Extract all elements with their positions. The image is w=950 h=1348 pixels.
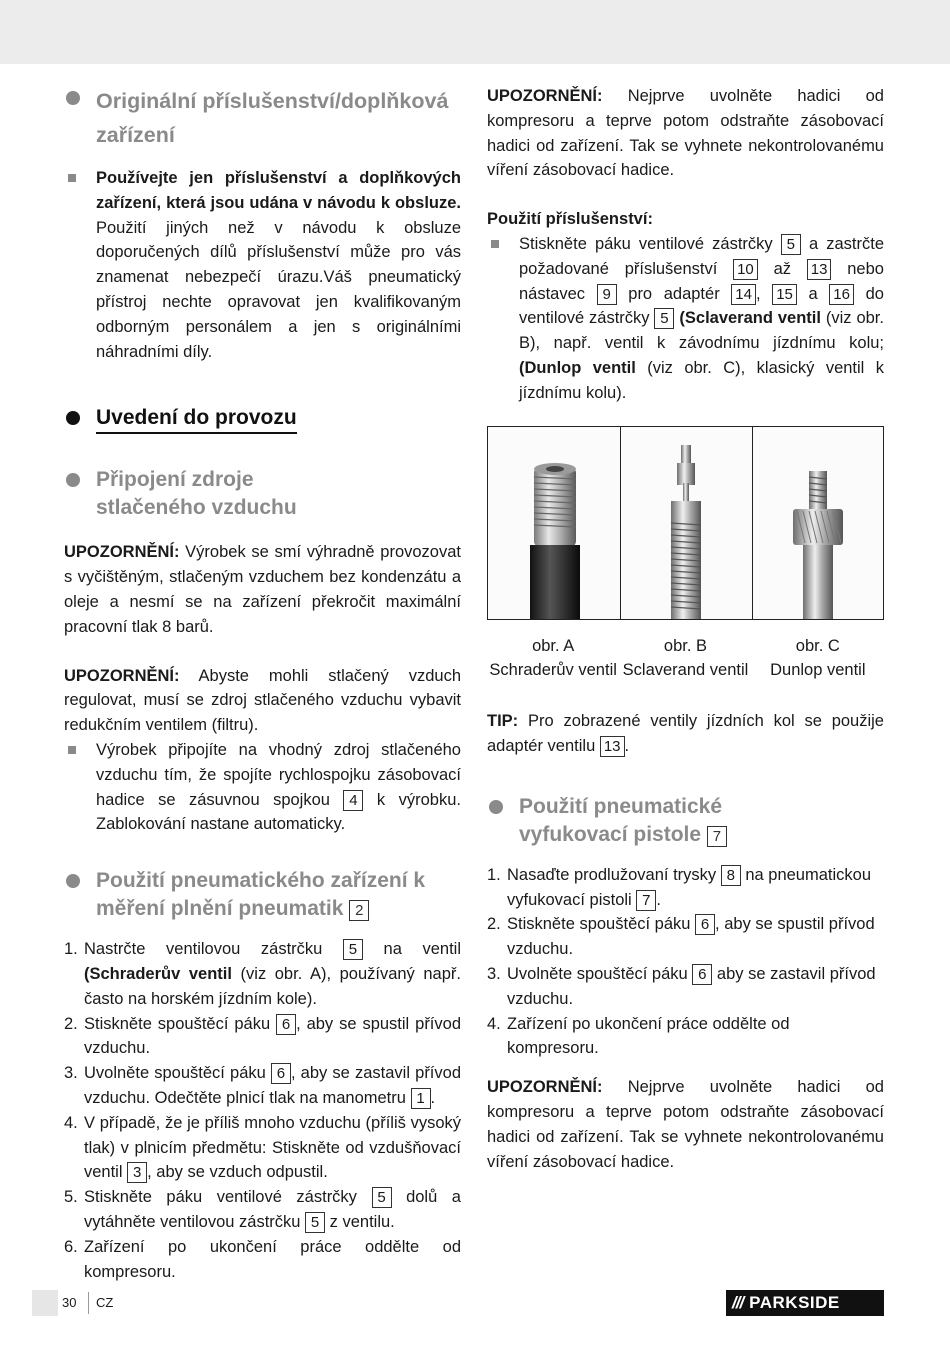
part-ref: 6 (695, 914, 715, 935)
connect-list (64, 738, 461, 837)
step-number: 2. (64, 1014, 78, 1033)
heading-startup-text: Uvedení do provozu (96, 406, 297, 434)
heading-startup (64, 404, 461, 432)
part-ref: 8 (721, 865, 741, 886)
heading-connect: Připojení zdroje stlačeného vzduchu (64, 466, 324, 522)
warning-2 (64, 664, 461, 738)
list-item (64, 166, 461, 364)
page-number: 30 (62, 1295, 77, 1310)
heading-blow-gun (487, 793, 787, 849)
logo-brand: PARKSIDE (749, 1293, 840, 1312)
warning-1 (64, 540, 461, 639)
step-number: 4. (64, 1113, 78, 1132)
item-text: Stiskněte páku ventilové zástrčky (519, 234, 773, 253)
part-ref: 5 (654, 308, 674, 329)
list-item (64, 738, 461, 837)
page-marker (32, 1290, 58, 1316)
step-number: 2. (487, 915, 501, 934)
warning-label: UPOZORNĚNÍ: (487, 87, 603, 105)
step-item (64, 1111, 461, 1185)
step-text: Nasaďte prodlužovaní trysky (507, 865, 717, 884)
part-ref: 5 (343, 939, 363, 960)
warning-text: Nejprve uvolněte hadici od kompresoru a teprve potom odstraňte zásobovací hadici od zařízení. Tak se vyhnete nekontrolovanému víření zásobovací hadice. (487, 1078, 884, 1171)
step-item (487, 1012, 884, 1062)
part-ref: 6 (271, 1063, 291, 1084)
part-ref: 3 (127, 1162, 147, 1183)
step-text: Zařízení po ukončení práce oddělte od kompresoru. (84, 1237, 461, 1281)
step-number: 1. (64, 940, 78, 959)
step-number: 6. (64, 1237, 78, 1256)
step-text: Zařízení po ukončení práce oddělte od kompresoru. (507, 1014, 790, 1058)
item-text: , (755, 284, 761, 303)
item-text: pro adaptér (628, 284, 720, 303)
tip-text: . (624, 736, 630, 755)
figure-label: obr. A (532, 636, 575, 655)
step-bold: (Schraderův ventil (84, 964, 232, 983)
part-ref: 6 (276, 1014, 296, 1035)
step-text: . (430, 1088, 436, 1107)
step-text: dolů a vytáhněte ventilovou zástrčku (84, 1188, 461, 1231)
dunlop-valve-image (753, 427, 884, 619)
blow-gun-steps (487, 863, 884, 1061)
part-ref: 5 (781, 234, 801, 255)
part-ref: 7 (636, 890, 656, 911)
measure-steps (64, 937, 461, 1284)
warning-4 (487, 1075, 884, 1174)
list-item (487, 232, 884, 406)
valve-name: Schraderův ventil (489, 661, 617, 680)
language-code: CZ (96, 1295, 114, 1310)
step-number: 5. (64, 1188, 78, 1207)
warning-3 (487, 84, 884, 183)
valve-name: Dunlop ventil (770, 661, 866, 680)
item-text: a zastrčte požadované příslušenství (519, 234, 885, 278)
figure-label: obr. B (663, 636, 708, 655)
accessories-list (64, 166, 461, 364)
warning-text: Výrobek se smí výhradně provozovat s vyčištěným, stlačeným vzduchem bez kondenzátu a oleje a nesmí se na zařízení překročit maximální pracovní tlak 8 barů. (64, 543, 461, 636)
step-text: Nastrčte ventilovou zástrčku (84, 940, 323, 959)
logo-slashes: /// (732, 1293, 744, 1312)
right-column (487, 84, 884, 1174)
step-text: V případě, že je příliš mnoho vzduchu (příliš vysoký tlak) v plnicím předmětu: Stiskněte od vzdušňovací ventil (84, 1113, 461, 1182)
step-item (487, 912, 884, 962)
top-bar (0, 0, 950, 64)
step-number: 4. (487, 1014, 501, 1033)
accessories-text: Použití jiných než v návodu k obsluze doporučených dílů příslušenství může pro vás znamenat nebezpečí úrazu.Váš pneumatický přístroj nechte opravovat jen kvalifikovaným odborným personálem a jen s originálními náhradními díly. (96, 218, 461, 361)
step-number: 1. (487, 865, 501, 884)
step-text: . (656, 890, 661, 909)
item-text: (viz obr. B), např. ventil k závodnímu jízdnímu kolu; (519, 309, 884, 353)
tip-label: TIP: (487, 712, 519, 731)
valve-figure (487, 426, 884, 620)
part-ref: 4 (343, 790, 363, 811)
item-text: a (808, 284, 818, 303)
step-text: , aby se vzduch odpustil. (147, 1163, 328, 1182)
step-text: , aby se spustil přívod vzduchu. (507, 915, 875, 959)
step-text: Stiskněte spouštěcí páku (507, 915, 691, 934)
schrader-valve-icon (488, 427, 620, 619)
step-text: , aby se spustil přívod vzduchu. (84, 1014, 461, 1058)
part-ref: 6 (692, 964, 712, 985)
item-text: (viz obr. C), klasický ventil k jízdnímu kolu). (519, 358, 885, 402)
heading-measure-text: Použití pneumatického zařízení k měření plnění pneumatik (96, 869, 426, 921)
heading-use-accessories (487, 207, 884, 232)
step-text: Uvolněte spouštěcí páku (84, 1064, 266, 1083)
heading-blow-gun-text: Použití pneumatické vyfukovací pistole (519, 794, 723, 846)
item-bold: (Sclaverand ventil (679, 309, 821, 328)
tip-text: Pro zobrazené ventily jízdních kol se použije adaptér ventilu (487, 712, 884, 755)
item-text: nebo nástavec (519, 259, 884, 303)
step-number: 3. (64, 1064, 78, 1083)
heading-accessories: Originální příslušenství/doplňková zařízení (64, 84, 461, 152)
item-text: až (773, 259, 791, 278)
figure-captions (487, 634, 884, 684)
accessories-usage-list (487, 232, 884, 406)
step-text: na ventil (383, 940, 461, 959)
step-text: aby se zastavil přívod vzduchu. (507, 964, 876, 1008)
part-ref: 10 (733, 259, 758, 280)
valve-name: Sclaverand ventil (622, 661, 749, 680)
warning-label: UPOZORNĚNÍ: (487, 1078, 603, 1097)
step-text: (viz obr. A), používaný např. často na horském jízdním kole). (84, 964, 461, 1008)
parkside-logo (726, 1290, 884, 1316)
step-item (64, 1012, 461, 1062)
warning-label: UPOZORNĚNÍ: (64, 543, 180, 562)
caption-c (752, 634, 884, 684)
warning-text: Nejprve uvolněte hadici od kompresoru a teprve potom odstraňte zásobovací hadici od zařízení. Tak se vyhnete nekontrolovanému víření zásobovací hadice. (487, 87, 884, 180)
heading-use-accessories-text: Použití příslušenství: (487, 210, 653, 229)
part-ref: 16 (829, 284, 854, 305)
step-item (64, 1235, 461, 1285)
footer-divider (88, 1292, 89, 1314)
warning-label: UPOZORNĚNÍ: (64, 666, 180, 685)
step-text: z ventilu. (329, 1212, 395, 1231)
part-ref: 1 (411, 1088, 431, 1109)
figure-label: obr. C (795, 636, 840, 655)
part-ref: 5 (372, 1187, 392, 1208)
part-ref: 9 (597, 284, 617, 305)
sclaverand-valve-icon (621, 427, 751, 619)
caption-b (619, 634, 751, 684)
step-text: , aby se zastavil přívod vzduchu. Odečtěte plnicí tlak na manometru (84, 1064, 461, 1107)
caption-a (487, 634, 619, 684)
part-ref: 7 (707, 826, 727, 847)
heading-measure (64, 867, 461, 923)
step-text: Stiskněte páku ventilové zástrčky (84, 1188, 357, 1207)
page-footer (32, 1290, 884, 1318)
accessories-bold: Používejte jen příslušenství a doplňkových zařízení, která jsou udána v návodu k obsluze. (96, 169, 461, 212)
item-text: Výrobek připojíte na vhodný zdroj stlačeného vzduchu tím, že spojíte rychlospojku zásobovací hadice se zásuvnou spojkou (96, 740, 461, 809)
sclaverand-valve-image (621, 427, 753, 619)
step-item (64, 937, 461, 1011)
warning-text: Abyste mohli stlačený vzduch regulovat, musí se zdroj stlačeného vzduchu vybavit redukčním ventilem (filtru). (64, 666, 461, 735)
step-item (64, 1061, 461, 1111)
part-ref: 13 (600, 736, 625, 757)
part-ref: 2 (349, 900, 369, 921)
item-bold: (Dunlop ventil (519, 358, 636, 377)
part-ref: 13 (807, 259, 832, 280)
part-ref: 15 (772, 284, 797, 305)
item-text: do ventilové zástrčky (519, 284, 884, 328)
item-text: k výrobku. Zablokování nastane automaticky. (96, 790, 461, 834)
step-item (487, 863, 884, 913)
left-column (64, 84, 461, 1284)
step-text: na pneumatickou vyfukovací pistoli (507, 865, 872, 909)
step-text: Stiskněte spouštěcí páku (84, 1014, 271, 1033)
step-text: Uvolněte spouštěcí páku (507, 964, 688, 983)
part-ref: 5 (305, 1212, 325, 1233)
step-item (64, 1185, 461, 1235)
dunlop-valve-icon (753, 427, 883, 619)
step-number: 3. (487, 964, 501, 983)
step-item (487, 962, 884, 1012)
schrader-valve-image (488, 427, 621, 619)
part-ref: 14 (731, 284, 756, 305)
tip (487, 709, 884, 759)
